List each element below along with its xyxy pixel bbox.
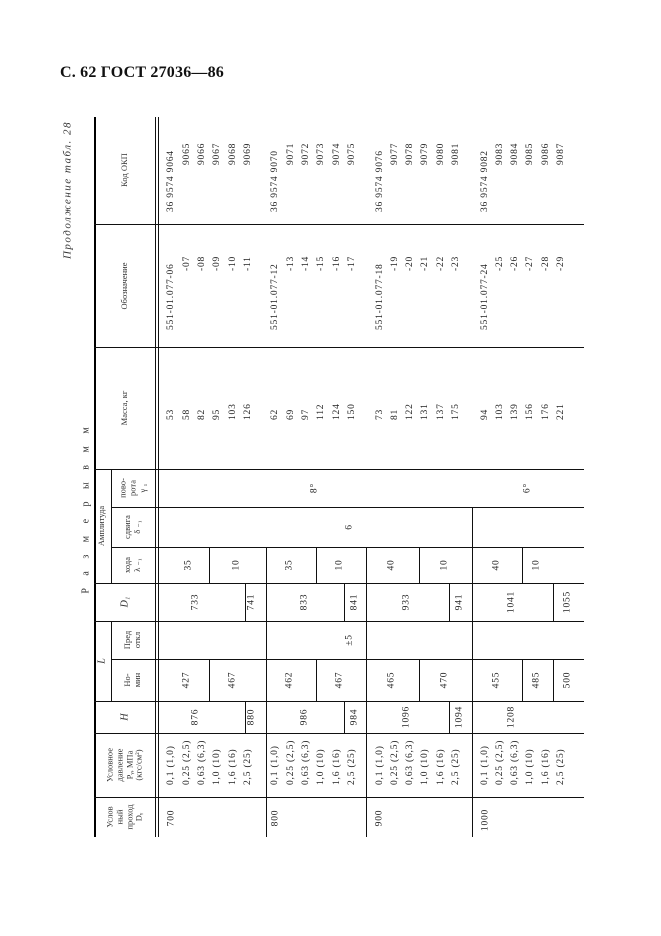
designation-cell: 551-01.077-12 bbox=[270, 263, 280, 330]
stroke-800-b: 10 bbox=[334, 559, 345, 571]
d1-900-b: 941 bbox=[454, 593, 465, 611]
header-pressure-l2: давление bbox=[114, 748, 125, 782]
lnom-split-800 bbox=[316, 659, 317, 701]
mass-cell: 131 bbox=[420, 403, 430, 420]
mass-cell: 97 bbox=[301, 408, 311, 420]
mass-cell: 62 bbox=[270, 408, 280, 420]
code-okp-cell: 9080 bbox=[436, 142, 446, 165]
code-okp-cell: 9087 bbox=[556, 142, 566, 165]
lnom-700-a: 427 bbox=[181, 671, 192, 689]
designation-cell: -21 bbox=[420, 255, 430, 271]
stroke-sep-1 bbox=[266, 547, 267, 583]
code-okp-cell: 9086 bbox=[541, 142, 551, 165]
bore-800: 800 bbox=[270, 809, 281, 827]
line-rotation-shift bbox=[111, 507, 584, 508]
h-700-a: 876 bbox=[190, 708, 201, 726]
lnom-900-b: 470 bbox=[439, 671, 450, 689]
code-okp-cell: 36 9574 9064 bbox=[166, 150, 176, 212]
designation-cell: -27 bbox=[525, 255, 535, 271]
code-okp-cell: 9072 bbox=[301, 142, 311, 165]
stroke-split-700 bbox=[209, 547, 210, 583]
header-shift-l1: сдвига bbox=[122, 515, 133, 539]
designation-cell: -26 bbox=[510, 255, 520, 271]
pressure-cell: 0,25 (2,5) bbox=[286, 739, 296, 785]
d1-900-a: 933 bbox=[401, 593, 412, 611]
code-okp-cell: 9084 bbox=[510, 142, 520, 165]
mass-cell: 94 bbox=[480, 408, 490, 420]
header-ltol-l2: откл bbox=[132, 631, 142, 649]
line-h-pressure bbox=[94, 733, 584, 734]
mass-cell: 103 bbox=[228, 403, 238, 420]
h-800-a: 986 bbox=[299, 708, 310, 726]
code-okp-cell: 36 9574 9070 bbox=[270, 150, 280, 212]
header-shift bbox=[123, 515, 143, 539]
stroke-800-a: 35 bbox=[284, 559, 295, 571]
mass-cell: 58 bbox=[182, 408, 192, 420]
line-stroke-d1 bbox=[94, 583, 584, 584]
mass-cell: 175 bbox=[451, 403, 461, 420]
mass-cell: 156 bbox=[525, 403, 535, 420]
header-rotation-l3: γ ₁ bbox=[136, 483, 147, 493]
designation-cell: -08 bbox=[197, 255, 207, 271]
line-pressure-bore bbox=[94, 797, 584, 798]
designation-cell: 551-01.077-06 bbox=[166, 263, 176, 330]
d1-700-b: 741 bbox=[246, 593, 257, 611]
designation-cell: -20 bbox=[405, 255, 415, 271]
stroke-700-a: 35 bbox=[183, 559, 194, 571]
h-700-b: 880 bbox=[246, 708, 257, 726]
header-stroke-l2: λ ₋₁ bbox=[132, 558, 142, 572]
pressure-cell: 1,6 (16) bbox=[228, 748, 238, 785]
line-shift-stroke bbox=[111, 547, 584, 548]
pressure-cell: 0,63 (6,3) bbox=[405, 739, 415, 785]
code-okp-cell: 9068 bbox=[228, 142, 238, 165]
code-okp-cell: 9066 bbox=[197, 142, 207, 165]
header-mass: Масса, кг bbox=[119, 390, 130, 426]
lnom-split-700 bbox=[209, 659, 210, 701]
mass-cell: 81 bbox=[390, 408, 400, 420]
designation-cell: -09 bbox=[212, 255, 222, 271]
mass-cell: 122 bbox=[405, 403, 415, 420]
h-split-800 bbox=[344, 701, 345, 733]
code-okp-cell: 9075 bbox=[347, 142, 357, 165]
stroke-700-b: 10 bbox=[231, 559, 242, 571]
mass-cell: 73 bbox=[375, 408, 385, 420]
stroke-split-1000 bbox=[522, 547, 523, 583]
mass-cell: 221 bbox=[556, 403, 566, 420]
stroke-split-900 bbox=[419, 547, 420, 583]
stroke-1000-a: 40 bbox=[491, 559, 502, 571]
header-shift-l2: δ ₋₁ bbox=[132, 520, 142, 534]
pressure-cell: 0,1 (1,0) bbox=[375, 745, 385, 785]
d1-split-800 bbox=[344, 583, 345, 621]
d1-1000-b: 1055 bbox=[562, 590, 573, 614]
header-rotation bbox=[118, 478, 147, 498]
mass-cell: 126 bbox=[243, 403, 253, 420]
table-left-border bbox=[94, 117, 96, 837]
lnom-700-b: 467 bbox=[227, 671, 238, 689]
pressure-cell: 2,5 (25) bbox=[347, 748, 357, 785]
mass-cell: 139 bbox=[510, 403, 520, 420]
code-okp-cell: 36 9574 9076 bbox=[375, 150, 385, 212]
mass-cell: 95 bbox=[212, 408, 222, 420]
header-stroke bbox=[123, 557, 143, 573]
designation-cell: 551-01.077-18 bbox=[375, 263, 385, 330]
header-l-tolerance bbox=[123, 631, 143, 649]
pressure-cell: 0,25 (2,5) bbox=[495, 739, 505, 785]
mass-cell: 124 bbox=[332, 403, 342, 420]
header-h: H bbox=[119, 713, 131, 721]
designation-cell: -19 bbox=[390, 255, 400, 271]
lnom-1000-a: 455 bbox=[491, 671, 502, 689]
code-okp-cell: 9074 bbox=[332, 142, 342, 165]
stroke-split-800 bbox=[316, 547, 317, 583]
header-d1: D₁ bbox=[119, 596, 131, 608]
mass-cell: 53 bbox=[166, 408, 176, 420]
header-bore-l1: Услов bbox=[104, 806, 115, 828]
header-divider bbox=[155, 117, 156, 837]
pressure-cell: 0,63 (6,3) bbox=[301, 739, 311, 785]
line-d1-l bbox=[94, 621, 584, 622]
amplitude-subdivider bbox=[111, 469, 112, 583]
line-mass-amplitude bbox=[94, 469, 584, 470]
designation-cell: -17 bbox=[347, 255, 357, 271]
mass-cell: 82 bbox=[197, 408, 207, 420]
header-l-nominal bbox=[123, 673, 143, 687]
code-okp-cell: 9083 bbox=[495, 142, 505, 165]
pressure-cell: 2,5 (25) bbox=[556, 748, 566, 785]
units-note: Р а з м е р ы в м м bbox=[80, 422, 92, 594]
pressure-cell: 1,0 (10) bbox=[316, 748, 326, 785]
lnom-split-1000b bbox=[553, 659, 554, 701]
line-code-designation bbox=[94, 224, 584, 225]
pressure-cell: 0,25 (2,5) bbox=[390, 739, 400, 785]
header-pressure-l1: Условное bbox=[104, 748, 115, 782]
group-sep-900-1000 bbox=[472, 583, 473, 837]
header-code-okp: Код ОКП bbox=[119, 153, 130, 187]
pressure-cell: 0,25 (2,5) bbox=[182, 739, 192, 785]
code-okp-cell: 9078 bbox=[405, 142, 415, 165]
code-okp-cell: 9067 bbox=[212, 142, 222, 165]
header-amplitude: Амплитуда bbox=[96, 505, 107, 547]
rotation-value-a: 8° bbox=[309, 482, 320, 494]
stroke-sep-2 bbox=[366, 547, 367, 583]
code-okp-cell: 9073 bbox=[316, 142, 326, 165]
pressure-cell: 1,0 (10) bbox=[420, 748, 430, 785]
d1-800-a: 833 bbox=[299, 593, 310, 611]
code-okp-cell: 36 9574 9082 bbox=[480, 150, 490, 212]
h-900-a: 1096 bbox=[401, 705, 412, 729]
code-okp-cell: 9079 bbox=[420, 142, 430, 165]
pressure-cell: 2,5 (25) bbox=[243, 748, 253, 785]
header-pressure-l4: (кгс/см²) bbox=[133, 749, 144, 781]
lnom-900-a: 465 bbox=[386, 671, 397, 689]
group-sep-700-800 bbox=[266, 583, 267, 837]
header-stroke-l1: хода bbox=[122, 556, 133, 574]
header-pressure bbox=[105, 748, 144, 782]
d1-split-900 bbox=[449, 583, 450, 621]
mass-cell: 137 bbox=[436, 403, 446, 420]
header-l: L bbox=[96, 658, 108, 664]
code-okp-cell: 9085 bbox=[525, 142, 535, 165]
header-bore bbox=[105, 804, 144, 829]
pressure-cell: 1,6 (16) bbox=[332, 748, 342, 785]
mass-cell: 69 bbox=[286, 408, 296, 420]
code-okp-cell: 9069 bbox=[243, 142, 253, 165]
d1-1000-a: 1041 bbox=[506, 590, 517, 614]
header-lnom-l1: Но- bbox=[122, 673, 133, 687]
designation-cell: -15 bbox=[316, 255, 326, 271]
code-okp-cell: 9071 bbox=[286, 142, 296, 165]
mass-cell: 103 bbox=[495, 403, 505, 420]
header-pressure-l3: Pᵧ, МПа bbox=[124, 750, 134, 780]
designation-cell: -22 bbox=[436, 255, 446, 271]
designation-cell: -14 bbox=[301, 255, 311, 271]
pressure-cell: 0,1 (1,0) bbox=[166, 745, 176, 785]
mass-cell: 112 bbox=[316, 403, 326, 420]
l-tolerance-value: ±5 bbox=[344, 634, 355, 646]
mass-cell: 176 bbox=[541, 403, 551, 420]
designation-cell: -29 bbox=[556, 255, 566, 271]
pressure-cell: 1,0 (10) bbox=[525, 748, 535, 785]
page-header: С. 62 ГОСТ 27036—86 bbox=[60, 64, 225, 81]
pressure-cell: 0,63 (6,3) bbox=[510, 739, 520, 785]
stroke-900-b: 10 bbox=[439, 559, 450, 571]
pressure-cell: 2,5 (25) bbox=[451, 748, 461, 785]
pressure-cell: 1,6 (16) bbox=[541, 748, 551, 785]
group-sep-800-900 bbox=[366, 583, 367, 837]
rotation-value-b: 6° bbox=[522, 482, 533, 494]
code-okp-cell: 9077 bbox=[390, 142, 400, 165]
line-l-h bbox=[94, 701, 584, 702]
continuation-label: Продолжение табл. 28 bbox=[61, 120, 74, 260]
code-okp-cell: 9081 bbox=[451, 142, 461, 165]
h-1000: 1208 bbox=[506, 705, 517, 729]
header-divider-2 bbox=[158, 117, 159, 837]
header-bore-l2: ный bbox=[114, 809, 125, 825]
header-lnom-l2: мин bbox=[132, 672, 142, 688]
header-designation: Обозначение bbox=[119, 262, 130, 310]
h-split-900 bbox=[449, 701, 450, 733]
header-rotation-l2: рота bbox=[127, 480, 138, 496]
designation-cell: -07 bbox=[182, 255, 192, 271]
d1-700-a: 733 bbox=[190, 593, 201, 611]
stroke-900-a: 40 bbox=[386, 559, 397, 571]
pressure-cell: 0,1 (1,0) bbox=[270, 745, 280, 785]
lnom-split-900 bbox=[419, 659, 420, 701]
designation-cell: -28 bbox=[541, 255, 551, 271]
lnom-1000-b: 485 bbox=[531, 671, 542, 689]
pressure-cell: 1,0 (10) bbox=[212, 748, 222, 785]
lnom-split-1000a bbox=[522, 659, 523, 701]
bore-1000: 1000 bbox=[480, 808, 491, 832]
d1-split-1000 bbox=[553, 583, 554, 621]
designation-cell: -11 bbox=[243, 256, 253, 271]
pressure-cell: 0,63 (6,3) bbox=[197, 739, 207, 785]
lnom-1000-c: 500 bbox=[562, 671, 573, 689]
header-ltol-l1: Пред bbox=[122, 630, 133, 650]
pressure-cell: 1,6 (16) bbox=[436, 748, 446, 785]
d1-800-b: 841 bbox=[349, 593, 360, 611]
designation-cell: 551-01.077-24 bbox=[480, 263, 490, 330]
designation-cell: -10 bbox=[228, 255, 238, 271]
pressure-cell: 0,1 (1,0) bbox=[480, 745, 490, 785]
designation-cell: -25 bbox=[495, 255, 505, 271]
rotation-sep bbox=[472, 507, 473, 583]
h-800-b: 984 bbox=[349, 708, 360, 726]
line-designation-mass bbox=[94, 347, 584, 348]
designation-cell: -13 bbox=[286, 255, 296, 271]
lnom-800-a: 462 bbox=[284, 671, 295, 689]
bore-700: 700 bbox=[166, 809, 177, 827]
h-900-b: 1094 bbox=[454, 705, 465, 729]
lnom-800-b: 467 bbox=[334, 671, 345, 689]
designation-cell: -23 bbox=[451, 255, 461, 271]
header-rotation-l1: пово- bbox=[117, 478, 128, 498]
bore-900: 900 bbox=[374, 809, 385, 827]
header-bore-l4: Dᵧ bbox=[133, 812, 144, 822]
stroke-1000-b: 10 bbox=[531, 559, 542, 571]
designation-cell: -16 bbox=[332, 255, 342, 271]
l-subdivider bbox=[111, 621, 112, 701]
shift-value: 6 bbox=[344, 524, 355, 530]
line-ltol-lnom bbox=[111, 659, 584, 660]
code-okp-cell: 9065 bbox=[182, 142, 192, 165]
mass-cell: 150 bbox=[347, 403, 357, 420]
header-bore-l3: проход bbox=[124, 804, 134, 830]
